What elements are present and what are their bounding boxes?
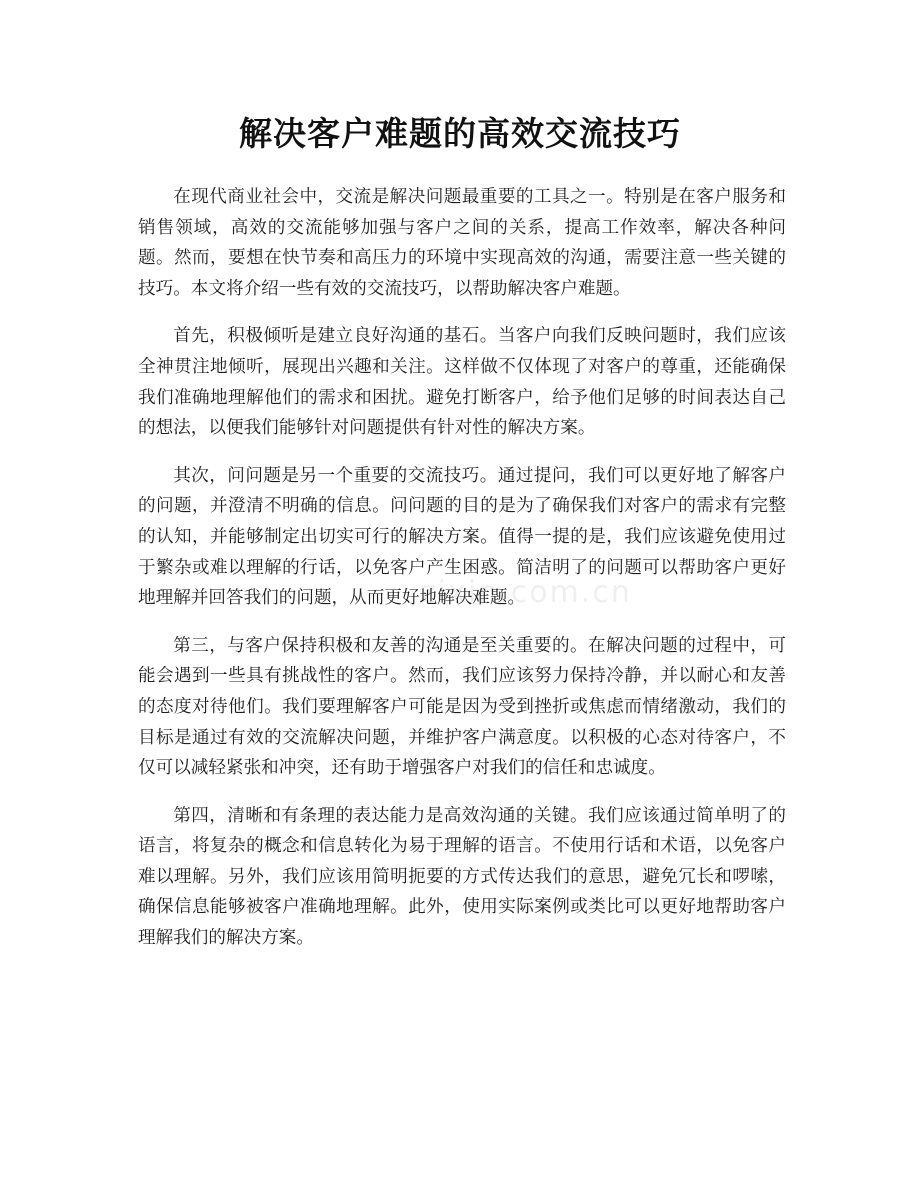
paragraph-clarity: 第四，清晰和有条理的表达能力是高效沟通的关键。我们应该通过简单明了的语言，将复杂的概念和信息转化为易于理解的语言。不使用行话和术语，以免客户难以理解。另外，我们应该用简明扼要的方式传达我们的意思，避免冗长和啰嗦，确保信息能够被客户准确地理解。此外，使用实际案例或类比可以更好地帮助客户理解我们的解决方案。 bbox=[138, 805, 786, 949]
paragraph-listening: 首先，积极倾听是建立良好沟通的基石。当客户向我们反映问题时，我们应该全神贯注地倾听，展现出兴趣和关注。这样做不仅体现了对客户的尊重，还能确保我们准确地理解他们的需求和困扰。避免打断客户，给予他们足够的时间表达自己的想法，以便我们能够针对问题提供有针对性的解决方案。 bbox=[138, 326, 786, 439]
watermark: zixin.com.cn bbox=[420, 575, 632, 610]
paragraph-questions: 其次，问问题是另一个重要的交流技巧。通过提问，我们可以更好地了解客户的问题，并澄清不明确的信息。问问题的目的是为了确保我们对客户的需求有完整的认知，并能够制定出切实可行的解决方案。值得一提的是，我们应该避免使用过于繁杂或难以理解的行话，以免客户产生困惑。简洁明了的问题可以帮助客户更好地理解并回答我们的问题，从而更好地解决难题。 bbox=[138, 465, 786, 609]
paragraph-friendly: 第三，与客户保持积极和友善的沟通是至关重要的。在解决问题的过程中，可能会遇到一些具有挑战性的客户。然而，我们应该努力保持冷静，并以耐心和友善的态度对待他们。我们要理解客户可能是因为受到挫折或焦虑而情绪激动，我们的目标是通过有效的交流解决问题，并维护客户满意度。以积极的心态对待客户，不仅可以减轻紧张和冲突，还有助于增强客户对我们的信任和忠诚度。 bbox=[138, 635, 786, 779]
paragraph-intro: 在现代商业社会中，交流是解决问题最重要的工具之一。特别是在客户服务和销售领域，高效的交流能够加强与客户之间的关系，提高工作效率，解决各种问题。然而，要想在快节奏和高压力的环境中实现高效的沟通，需要注意一些关键的技巧。本文将介绍一些有效的交流技巧，以帮助解决客户难题。 bbox=[138, 187, 786, 299]
document-title: 解决客户难题的高效交流技巧 bbox=[239, 114, 681, 153]
document-body bbox=[138, 182, 786, 971]
